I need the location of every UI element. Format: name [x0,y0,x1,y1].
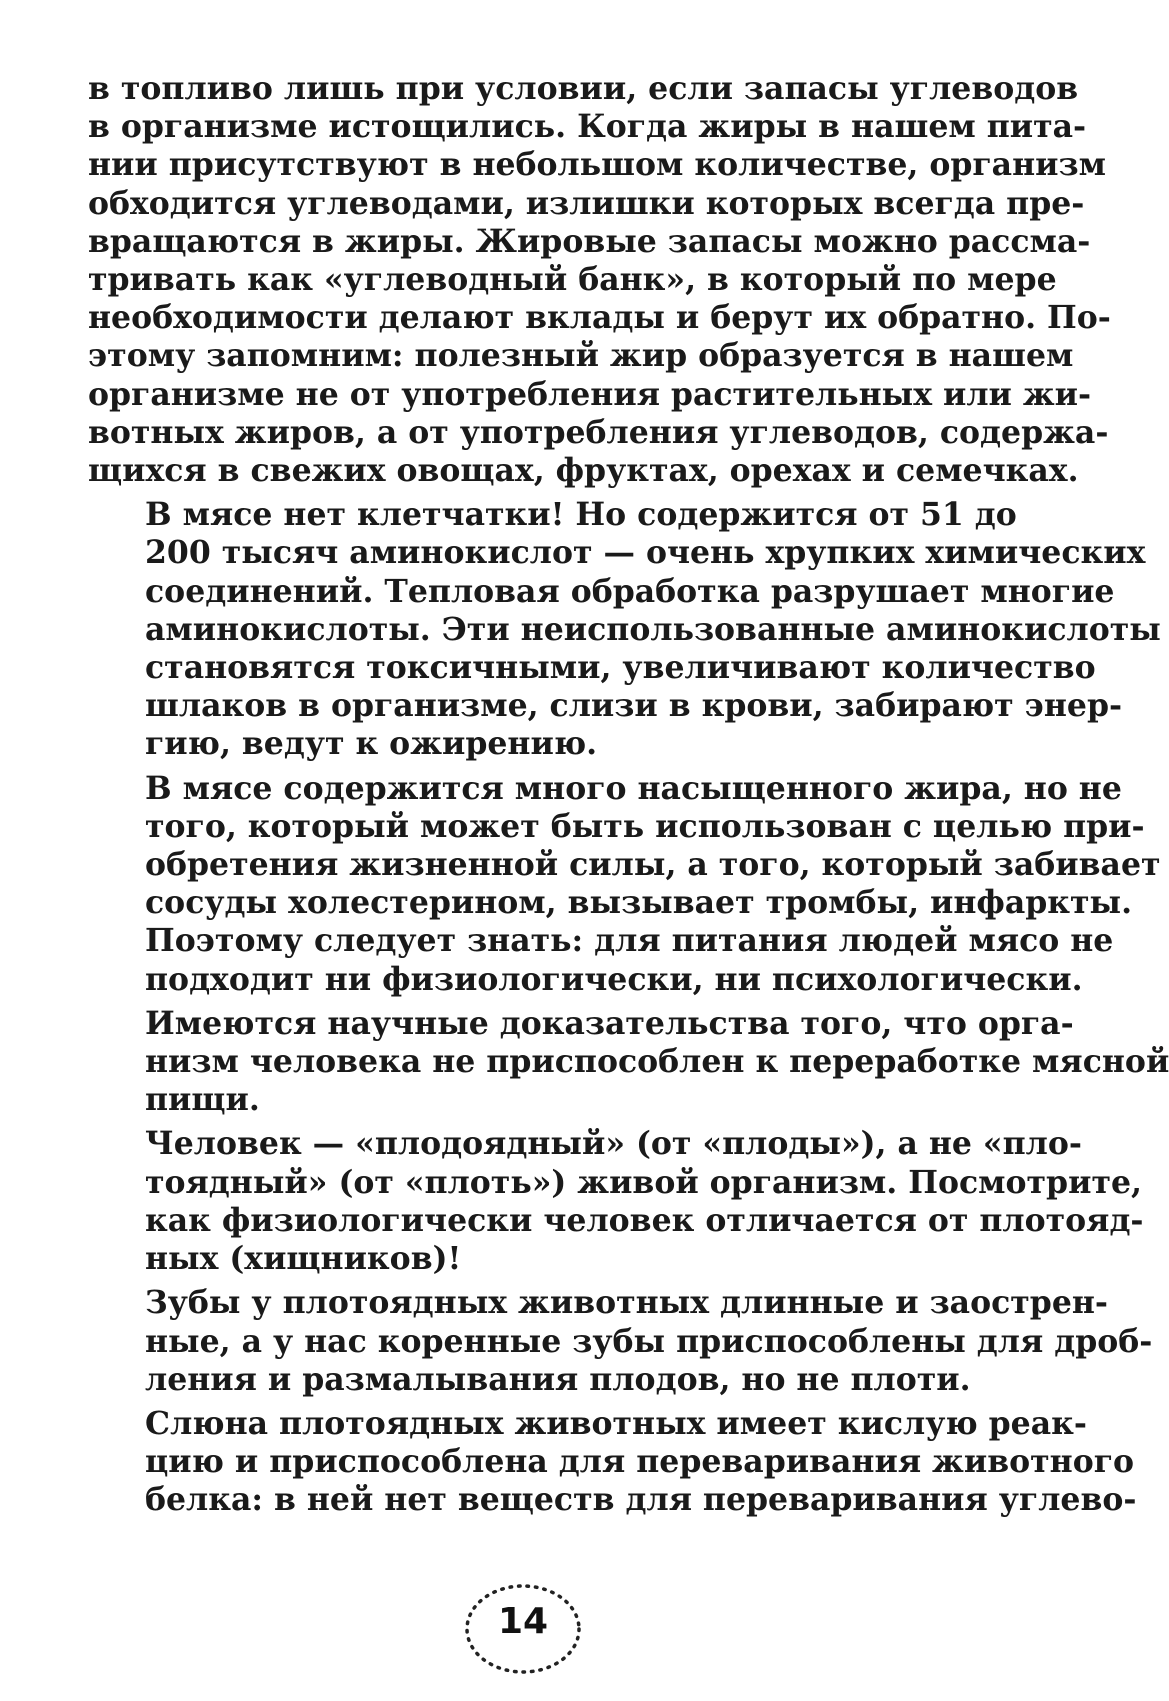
paragraph [88,70,1111,490]
text-line: ные, а у нас коренные зубы приспособлены для дроб- [145,1322,1153,1360]
text-line: белка: в ней нет веществ для переваривания углево- [145,1481,1137,1519]
text-line: как физиологически человек отличается от плотояд- [145,1201,1144,1239]
text-line: Человек — «плодоядный» (от «плоды»), а не «пло- [145,1125,1082,1163]
text-line: необходимости делают вклады и берут их обратно. По- [88,299,1111,337]
text-line: тривать как «углеводный банк», в который по мере [88,261,1057,299]
text-line: гию, ведут к ожирению. [145,725,598,763]
text-line: ления и размалывания плодов, но не плоти. [145,1360,971,1398]
text-line: В мясе нет клетчатки! Но содержится от 51 до [145,496,1017,534]
text-line: Слюна плотоядных животных имеет кислую реак- [145,1404,1087,1442]
text-line: 200 тысяч аминокислот — очень хрупких химических [145,534,1146,572]
paragraph [88,1404,1137,1520]
text-line: подходит ни физиологически, ни психологически. [145,960,1083,998]
text-line: нии присутствуют в небольшом количестве, организм [88,146,1106,184]
text-line: вращаются в жиры. Жировые запасы можно рассма- [88,222,1091,260]
text-line: щихся в свежих овощах, фруктах, орехах и семечках. [88,452,1079,490]
paragraph [88,769,1161,999]
text-line: того, который может быть использован с целью при- [145,807,1145,845]
text-line: соединений. Тепловая обработка разрушает многие [145,572,1115,610]
page-number: 14 [497,1601,549,1642]
text-line: Имеются научные доказательства того, что орга- [145,1004,1074,1042]
text-line: вотных жиров, а от употребления углеводов, содержа- [88,413,1109,451]
text-line: обретения жизненной силы, а того, который забивает [145,846,1161,884]
paragraph [88,1284,1153,1399]
text-line: в организме истощились. Когда жиры в нашем пита- [88,108,1087,146]
text-line: пищи. [145,1081,260,1119]
text-line: становятся токсичными, увеличивают количество [145,649,1096,687]
text-line: организме не от употребления растительных или жи- [88,375,1092,413]
text-line: шлаков в организме, слизи в крови, забирают энер- [145,687,1123,725]
paragraph [88,1004,1169,1120]
text-line: сосуды холестерином, вызывает тромбы, инфаркты. [145,884,1133,922]
page-number-badge [462,1580,584,1678]
text-line: Поэтому следует знать: для питания людей мясо не [145,922,1114,960]
text-line: В мясе содержится много насыщенного жира, но не [145,769,1122,807]
paragraph [88,1125,1144,1278]
text-line: в топливо лишь при условии, если запасы углеводов [88,70,1079,107]
text-line: аминокислоты. Эти неиспользованные аминокислоты [145,610,1161,648]
text-line: Зубы у плотоядных животных длинные и заострен- [145,1284,1108,1322]
text-line: обходится углеводами, излишки которых всегда пре- [88,184,1085,222]
text-line: цию и приспособлена для переваривания животного [145,1443,1135,1481]
text-line: тоядный» (от «плоть») живой организм. Посмотрите, [145,1163,1142,1201]
text-line: ных (хищников)! [145,1240,462,1278]
page-body [88,70,1169,1526]
text-line: низм человека не приспособлен к переработке мясной [145,1043,1169,1081]
paragraph [88,496,1161,763]
text-line: этому запомним: полезный жир образуется в нашем [88,337,1074,375]
